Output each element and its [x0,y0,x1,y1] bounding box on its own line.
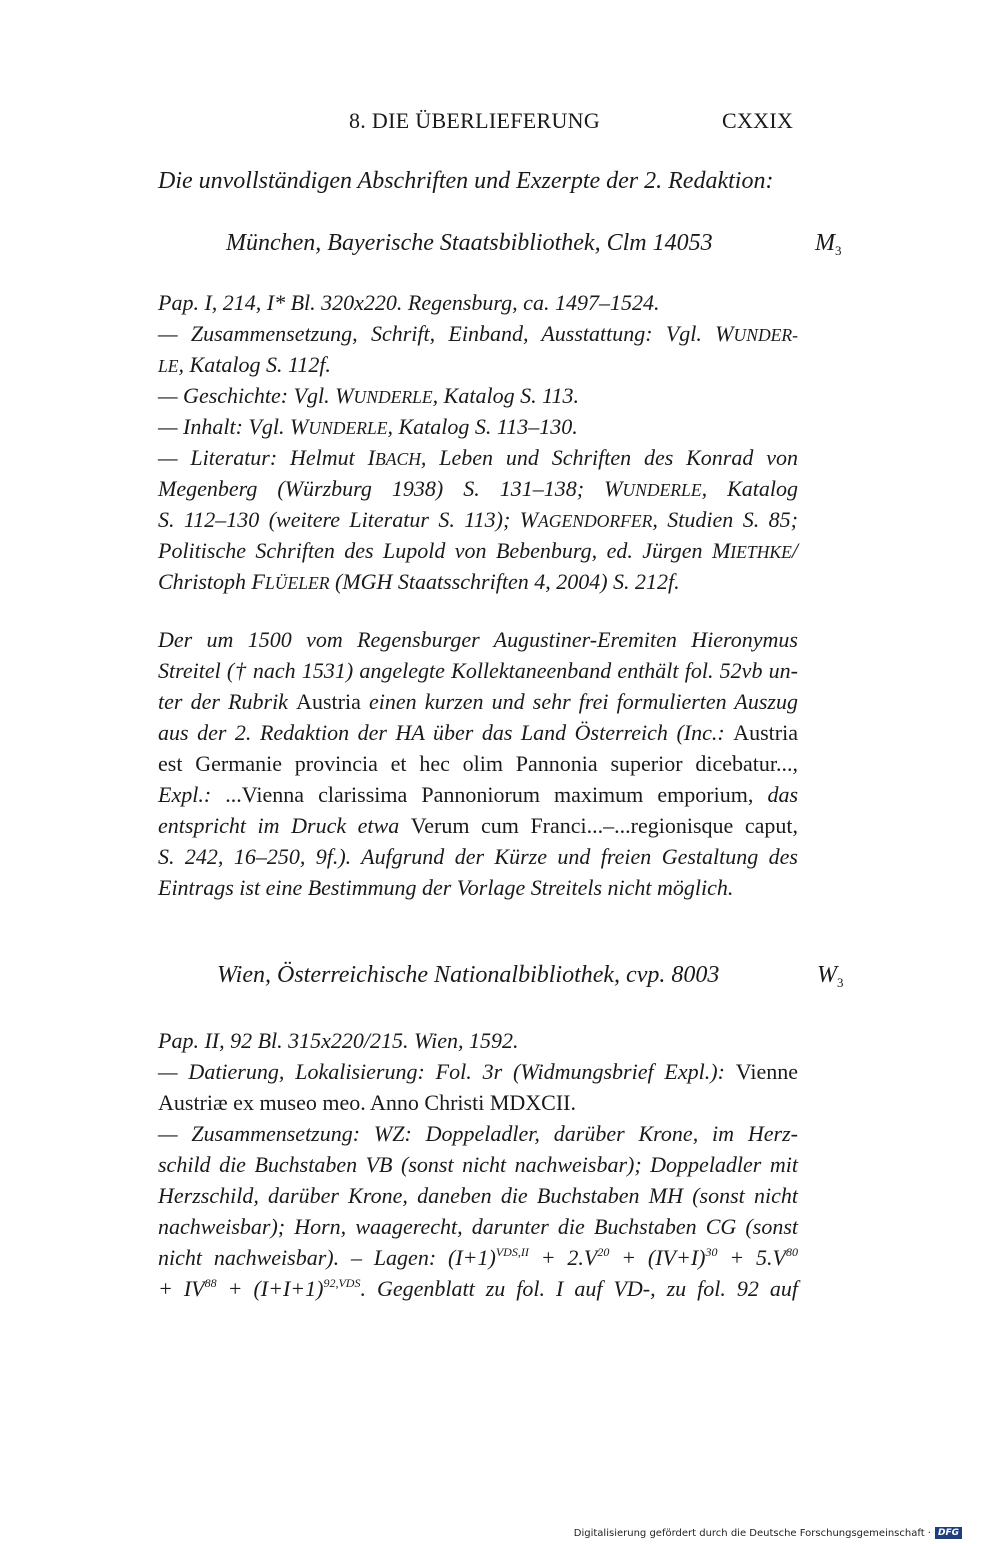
text-line: ter der Rubrik Austria einen kurzen und sehr frei formulierten Auszug [158,689,798,714]
manuscript-1-heading: München, Bayerische Staatsbibliothek, Clm 14053 [226,230,713,256]
text-line: Expl.: ...Vienna clarissima Pannoniorum maximum emporium, das [158,782,799,807]
text-line: Eintrags ist eine Bestimmung der Vorlage Streitels nicht möglich. [158,875,734,900]
text-line: S. 112–130 (weitere Literatur S. 113); WAGENDORFER, Studien S. 85; [158,507,798,532]
manuscript-2-siglum: $W_3$ [817,962,844,990]
text-line: Streitel († nach 1531) angelegte Kollektaneenband enthält fol. 52vb un- [158,658,798,683]
text-line: aus der 2. Redaktion der HA über das Land Österreich (Inc.: Austria [158,720,798,745]
text-line: + $IV^{88} + (I+I+1)^{92,VDS}$. Gegenblatt zu fol. I auf VD-, zu fol. 92 auf [158,1276,798,1301]
credit-text: Digitalisierung gefördert durch die Deutsche Forschungsgemeinschaft · [573,1527,931,1539]
text-line: Der um 1500 vom Regensburger Augustiner-Eremiten Hieronymus [158,627,798,652]
manuscript-1-description [158,287,798,597]
text-line: — Zusammensetzung: WZ: Doppeladler, darüber Krone, im Herz- [158,1121,798,1146]
text-line: Herzschild, darüber Krone, daneben die Buchstaben MH (sonst nicht [158,1183,798,1208]
text-line: nachweisbar); Horn, waagerecht, darunter die Buchstaben CG (sonst [158,1214,798,1239]
page-number: CXXIX [722,108,794,133]
text-line: Megenberg (Würzburg 1938) S. 131–138; WUNDERLE, Katalog [158,476,798,501]
text-line: Pap. I, 214, I* Bl. 320x220. Regensburg, ca. 1497–1524. [158,290,660,315]
text-line: entspricht im Druck etwa Verum cum Franci...–...regionisque caput, [158,813,798,838]
manuscript-2-description [158,1025,798,1304]
text-line: schild die Buchstaben VB (sonst nicht nachweisbar); Doppeladler mit [158,1152,798,1177]
dfg-logo: DFG [935,1527,962,1539]
text-line: Austriæ ex museo meo. Anno Christi MDXCII. [158,1090,576,1115]
text-line: Politische Schriften des Lupold von Bebenburg, ed. Jürgen MIETHKE/ [158,538,798,563]
text-line: — Literatur: Helmut IBACH, Leben und Schriften des Konrad von [158,445,798,470]
section-heading: Die unvollständigen Abschriften und Exzerpte der 2. Redaktion: [158,168,774,194]
text-line: — Geschichte: Vgl. WUNDERLE, Katalog S. 113. [158,383,579,408]
text-line: — Zusammensetzung, Schrift, Einband, Ausstattung: Vgl. WUNDER- [158,321,798,346]
text-line: Pap. II, 92 Bl. 315x220/215. Wien, 1592. [158,1028,519,1053]
text-line: nicht nachweisbar). – Lagen: $(I+1)^{VDS,II} + 2.V^{20} + (IV+I)^{30} + 5.V^{80}$ [158,1245,798,1270]
manuscript-1-siglum: $M_3$ [815,230,842,258]
text-line: — Datierung, Lokalisierung: Fol. 3r (Widmungsbrief Expl.): Vienne [158,1059,798,1084]
manuscript-1-commentary [158,624,798,903]
text-line: Christoph FLÜELER (MGH Staatsschriften 4, 2004) S. 212f. [158,569,680,594]
digitization-credit [574,1527,962,1539]
manuscript-2-heading: Wien, Österreichische Nationalbibliothek, cvp. 8003 [217,962,720,988]
text-line: LE, Katalog S. 112f. [158,352,331,377]
text-line: S. 242, 16–250, 9f.). Aufgrund der Kürze und freien Gestaltung des [158,844,798,869]
text-line: est Germanie provincia et hec olim Pannonia superior dicebatur..., [158,751,798,776]
text-line: — Inhalt: Vgl. WUNDERLE, Katalog S. 113–130. [158,414,578,439]
running-head-title: 8. DIE ÜBERLIEFERUNG [349,108,601,133]
